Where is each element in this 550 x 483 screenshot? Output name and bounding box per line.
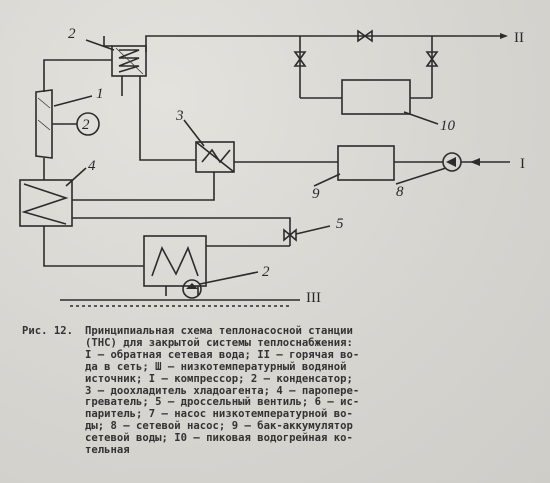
label-1-compressor: 1 [96, 86, 104, 102]
caption-line: сетевой воды; I0 – пиковая водогрейная ко- [85, 432, 353, 445]
label-10-boiler: 10 [440, 118, 455, 134]
caption-line: (ТНС) для закрытой системы теплоснабжения: [85, 336, 353, 349]
label-9-tank: 9 [312, 186, 320, 202]
caption-line: греватель; 5 – дроссельный вентиль; 6 – ис- [85, 396, 360, 409]
label-II-hot-water: II [514, 30, 524, 46]
tank-9 [338, 146, 394, 180]
label-4-superheater: 4 [88, 158, 96, 174]
label-3-subcooler: 3 [176, 108, 184, 124]
caption-line: да в сеть; Ш – низкотемпературный водяной [85, 360, 347, 373]
evaporator-6 [144, 236, 206, 286]
caption-line: источник; I – компрессор; 2 – конденсатор; [85, 372, 353, 385]
label-2-pump: 2 [262, 264, 270, 280]
boiler-10 [342, 80, 410, 114]
caption-heading: Рис. 12. [22, 325, 74, 337]
caption-line: тельная [85, 444, 130, 457]
subcooler-3 [196, 142, 234, 172]
label-I-return-water: I [520, 156, 525, 172]
caption-line: 3 – доохладитель хладоагента; 4 – паропере- [85, 384, 360, 397]
superheater-4 [20, 180, 72, 226]
label-5-throttle: 5 [336, 216, 344, 232]
caption-body [85, 326, 545, 457]
svg-text:2: 2 [82, 117, 90, 133]
condenser-2 [112, 46, 146, 76]
compressor-1 [36, 90, 99, 158]
label-III-source: III [306, 290, 321, 306]
label-8-pump: 8 [396, 184, 404, 200]
caption-line: Принципиальная схема теплонасосной станции [85, 325, 353, 337]
label-2-condenser: 2 [68, 26, 76, 42]
caption-line: паритель; 7 – насос низкотемпературной во- [85, 408, 353, 421]
caption-line: ды; 8 – сетевой насос; 9 – бак-аккумулятор [85, 420, 353, 433]
caption-line: I – обратная сетевая вода; II – горячая во- [85, 348, 360, 361]
piping [44, 31, 510, 306]
